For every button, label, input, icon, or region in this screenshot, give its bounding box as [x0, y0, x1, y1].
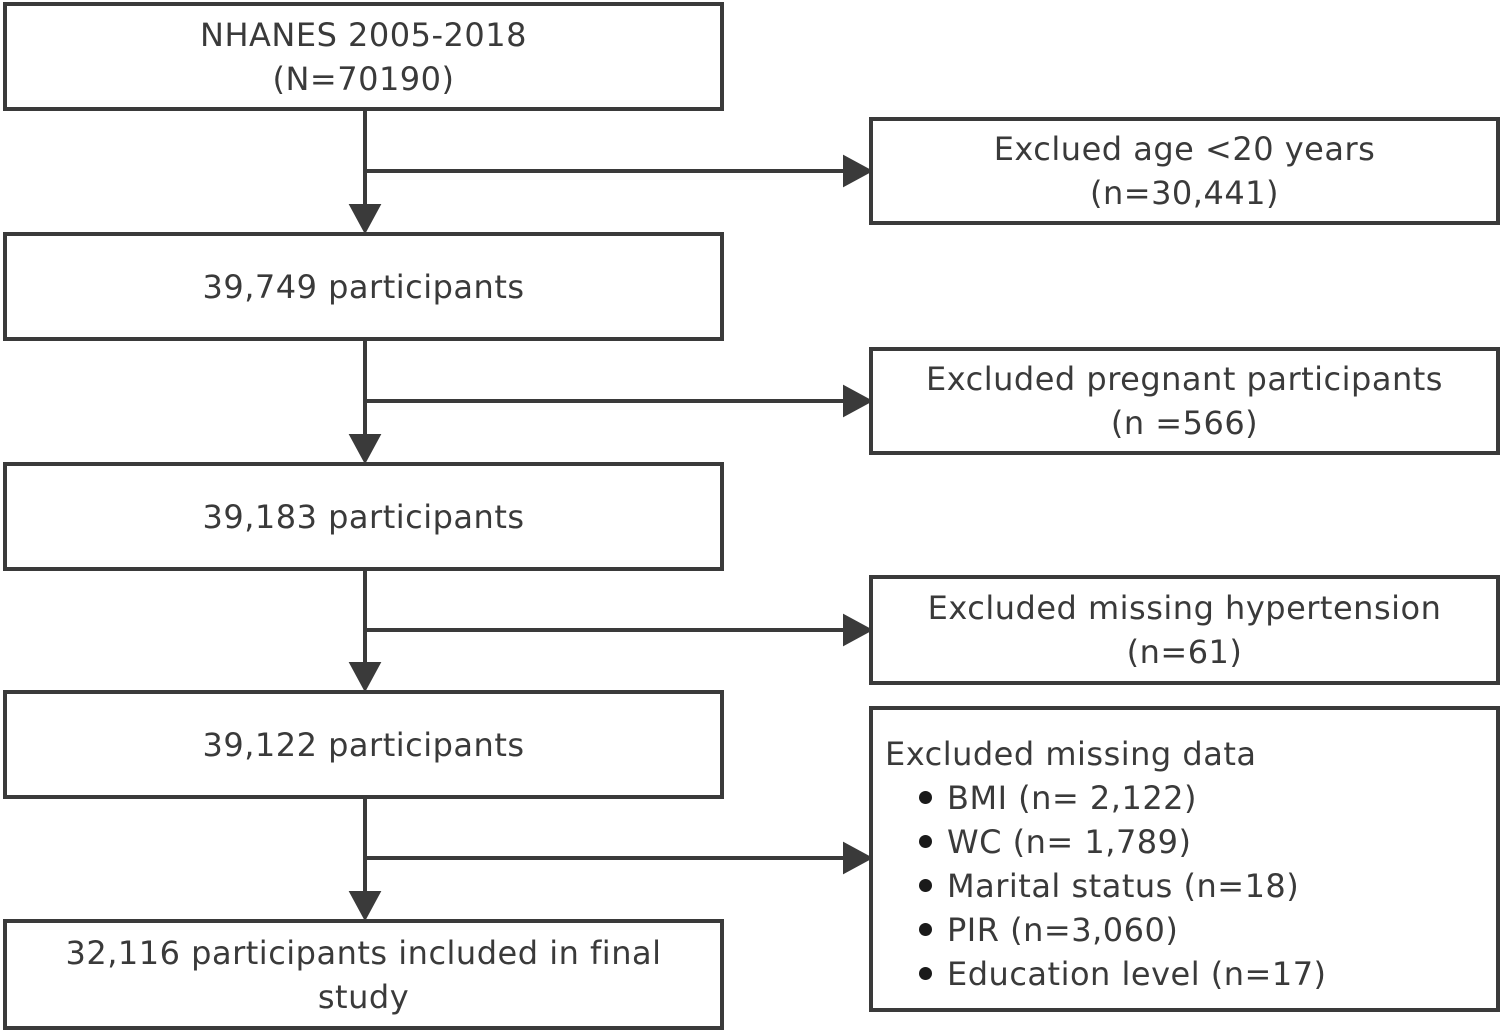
list-item: Education level (n=17)	[919, 952, 1327, 996]
exclusion-box-age	[869, 117, 1500, 225]
participants-box-1	[3, 232, 724, 341]
box-line: (n=30,441)	[1089, 174, 1280, 212]
list-item: BMI (n= 2,122)	[919, 776, 1327, 820]
source-population-box	[3, 2, 724, 111]
exclusion-box-hypertension	[869, 575, 1500, 685]
box-line: NHANES 2005-2018	[200, 15, 527, 54]
missing-data-list	[885, 776, 1327, 996]
box-line: (N=70190)	[272, 59, 455, 98]
box-line: 39,122 participants	[202, 725, 525, 764]
box-line: Exclued age <20 years	[993, 130, 1376, 168]
box-line: 39,183 participants	[202, 497, 525, 536]
box-line: study	[317, 977, 410, 1016]
final-study-box	[3, 919, 724, 1030]
missing-data-title: Excluded missing data	[885, 735, 1257, 773]
box-line: Excluded missing hypertension	[927, 589, 1442, 627]
box-line: 32,116 participants included in final	[65, 933, 662, 972]
exclusion-box-missing-data	[869, 706, 1500, 1012]
box-line: Excluded pregnant participants	[926, 360, 1443, 398]
list-item: WC (n= 1,789)	[919, 820, 1327, 864]
participants-box-3	[3, 690, 724, 799]
box-line: (n =566)	[1110, 404, 1259, 442]
exclusion-box-pregnant	[869, 347, 1500, 455]
box-line: 39,749 participants	[202, 267, 525, 306]
list-item: Marital status (n=18)	[919, 864, 1327, 908]
participants-box-2	[3, 462, 724, 571]
box-line: (n=61)	[1126, 633, 1243, 671]
list-item: PIR (n=3,060)	[919, 908, 1327, 952]
